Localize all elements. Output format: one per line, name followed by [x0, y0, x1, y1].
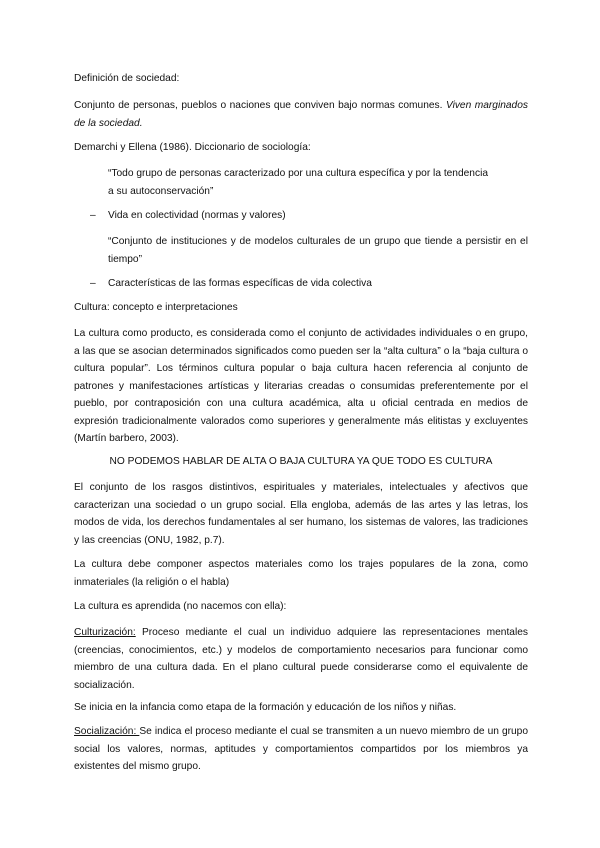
paragraph-rasgos: El conjunto de los rasgos distintivos, espirituales y materiales, intelectuales y afectivos que caracterizan una sociedad o un grupo social. Ella engloba, además de las artes y las letras, los modos de vida, los derechos fundamentales al ser humano, los sistemas de valores, las tradiciones y las creencias (ONU, 1982, p.7). — [74, 482, 528, 546]
culturizacion-text: Proceso mediante el cual un individuo adquiere las representaciones mentales (creencias, conocimientos, etc.) y modelos de comportamiento necesarios para funcionar como miembro de una cultura dada. En el plano cultural puede considerarse como el equivalente de socialización. — [74, 627, 528, 691]
paragraph-infancia: Se inicia en la infancia como etapa de la formación y educación de los niños y niñas. — [74, 702, 457, 713]
bullet-1-text: Vida en colectividad (normas y valores) — [108, 210, 286, 221]
socializacion-term: Socialización: — [74, 726, 140, 737]
paragraph-producto: La cultura como producto, es considerada como el conjunto de actividades individuales o en grupo, a las que se asocian determinados significados como pueden ser la “alta cultura” o la “baja cultura o cultura popular”. Los términos cultura popular o baja cultura hacen referencia al conjunto de patrones y manifestaciones artísticas y literarias creadas o consumidas preferentemente por el pueblo, por contraposición con una cultura académica, alta u oficial centrada en medios de expresión tradicionalmente valorados como superiores y generalmente más elitistas y excluyentes (Martín barbero, 2003). — [74, 328, 528, 444]
dash-marker: – — [90, 210, 96, 221]
conjunto-italic: Viven marginados de la sociedad. — [74, 100, 528, 129]
quote-2: “Conjunto de instituciones y de modelos culturales de un grupo que tiende a persistir en el tiempo” — [108, 236, 528, 265]
paragraph-socializacion — [74, 723, 528, 776]
bullet-item-1 — [0, 207, 600, 225]
conjunto-text: Conjunto de personas, pueblos o naciones que conviven bajo normas comunes. — [74, 100, 446, 111]
bullet-2-text: Características de las formas específicas de vida colectiva — [108, 278, 372, 289]
paragraph-componer: La cultura debe componer aspectos materiales como los trajes populares de la zona, como inmateriales (la religión o el habla) — [74, 559, 528, 588]
heading-definicion: Definición de sociedad: — [74, 73, 180, 84]
culturizacion-term: Culturización: — [74, 627, 136, 638]
citation-demarchi: Demarchi y Ellena (1986). Diccionario de sociología: — [74, 142, 311, 153]
bullet-item-2 — [0, 275, 600, 293]
paragraph-aprendida: La cultura es aprendida (no nacemos con ella): — [74, 601, 287, 612]
quote-1: “Todo grupo de personas caracterizado por una cultura específica y por la tendencia a su autoconservación” — [108, 168, 488, 197]
heading-cultura: Cultura: concepto e interpretaciones — [74, 302, 238, 313]
dash-marker: – — [90, 278, 96, 289]
paragraph-conjunto — [74, 97, 528, 132]
caps-statement: NO PODEMOS HABLAR DE ALTA O BAJA CULTURA YA QUE TODO ES CULTURA — [109, 456, 493, 467]
socializacion-text: Se indica el proceso mediante el cual se transmiten a un nuevo miembro de un grupo social los valores, normas, aptitudes y comportamientos compartidos por los miembros ya existentes del mismo grupo. — [74, 726, 528, 772]
paragraph-culturizacion — [74, 624, 528, 694]
